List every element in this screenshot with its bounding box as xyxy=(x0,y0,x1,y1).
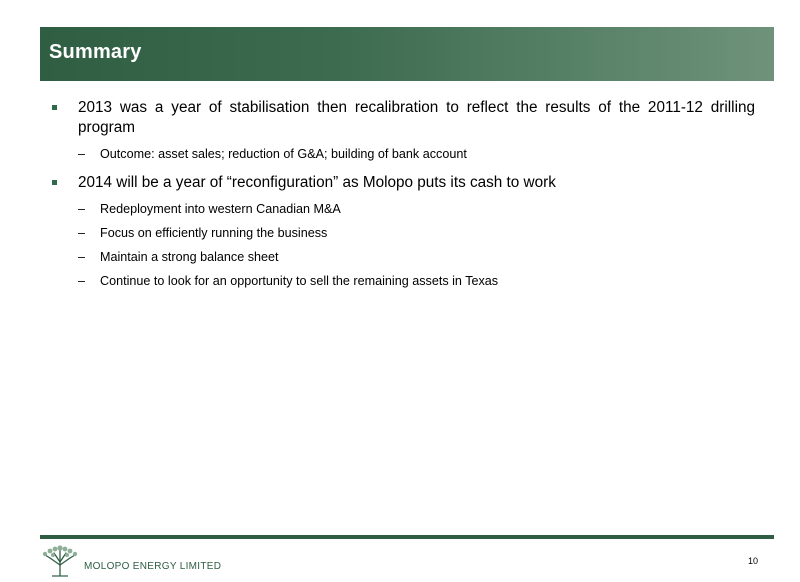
sub-bullet-text: Maintain a strong balance sheet xyxy=(100,250,279,264)
dash-marker: – xyxy=(78,274,86,288)
title-bar xyxy=(40,27,774,81)
dash-marker: – xyxy=(78,226,86,240)
bullet-item xyxy=(50,98,755,138)
tree-logo-icon xyxy=(40,543,80,577)
sub-bullet-item xyxy=(50,201,755,218)
sub-bullet-item xyxy=(50,225,755,242)
bullet-text: 2014 will be a year of “reconfiguration” as Molopo puts its cash to work xyxy=(78,174,556,191)
sub-bullet-text: Continue to look for an opportunity to sell the remaining assets in Texas xyxy=(100,274,499,288)
sub-list xyxy=(50,201,755,290)
sub-bullet-item xyxy=(50,146,755,163)
page-number: 10 xyxy=(747,556,758,566)
footer-rule xyxy=(40,535,774,539)
company-name: MOLOPO ENERGY LIMITED xyxy=(84,561,222,572)
square-bullet-icon xyxy=(52,105,57,110)
square-bullet-icon xyxy=(52,180,57,185)
slide-content xyxy=(50,98,755,300)
page-title: Summary xyxy=(49,41,142,63)
sub-bullet-item xyxy=(50,249,755,266)
sub-list xyxy=(50,146,755,163)
bullet-item xyxy=(50,173,755,193)
sub-bullet-text: Redeployment into western Canadian M&A xyxy=(100,202,341,216)
sub-bullet-text: Focus on efficiently running the business xyxy=(100,226,328,240)
dash-marker: – xyxy=(78,250,86,264)
sub-bullet-item xyxy=(50,273,755,290)
dash-marker: – xyxy=(78,202,86,216)
sub-bullet-text: Outcome: asset sales; reduction of G&A; building of bank account xyxy=(100,147,467,161)
dash-marker: – xyxy=(78,147,86,161)
bullet-text: 2013 was a year of stabilisation then recalibration to reflect the results of the 2011-12 drilling program xyxy=(78,99,755,136)
